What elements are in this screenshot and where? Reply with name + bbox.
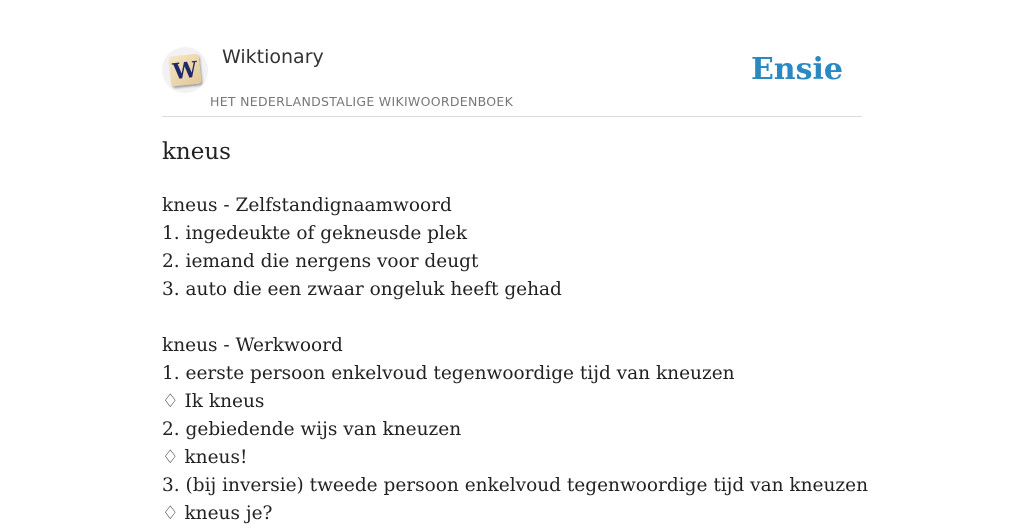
logo-tile-icon: W xyxy=(169,54,202,87)
wiktionary-logo[interactable] xyxy=(162,47,208,93)
example-line: ♢ kneus! xyxy=(162,447,248,468)
entry-title: kneus xyxy=(162,139,231,165)
site-name[interactable]: Wiktionary xyxy=(222,46,324,68)
example-line: ♢ kneus je? xyxy=(162,503,273,524)
site-tagline: HET NEDERLANDSTALIGE WIKIWOORDENBOEK xyxy=(210,94,514,109)
example-line: ♢ Ik kneus xyxy=(162,391,265,412)
ensie-brand-link[interactable]: Ensie xyxy=(750,52,843,87)
section-heading: kneus - Werkwoord xyxy=(162,335,343,356)
definition-line: 2. iemand die nergens voor deugt xyxy=(162,251,479,272)
section-heading: kneus - Zelfstandignaamwoord xyxy=(162,195,452,216)
entry-content xyxy=(162,192,882,528)
definition-line: 1. eerste persoon enkelvoud tegenwoordige tijd van kneuzen xyxy=(162,363,735,384)
site-header xyxy=(162,0,862,117)
section-spacer xyxy=(162,304,882,332)
definition-line: 3. (bij inversie) tweede persoon enkelvoud tegenwoordige tijd van kneuzen xyxy=(162,475,869,496)
definition-line: 2. gebiedende wijs van kneuzen xyxy=(162,419,462,440)
definition-line: 3. auto die een zwaar ongeluk heeft gehad xyxy=(162,279,562,300)
definition-line: 1. ingedeukte of gekneusde plek xyxy=(162,223,468,244)
